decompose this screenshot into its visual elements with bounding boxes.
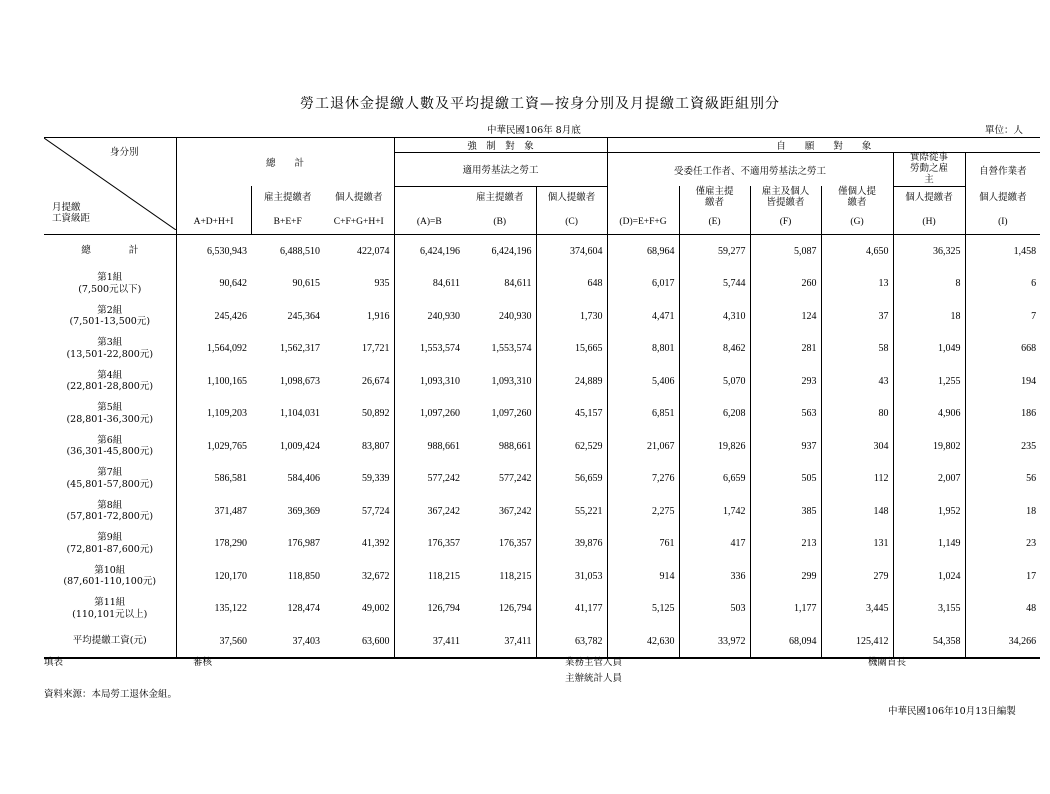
value-cell: 18: [965, 495, 1040, 528]
value-cell: 369,369: [287, 505, 320, 517]
value-cell: 56,659: [536, 462, 607, 495]
header-blank: [394, 186, 464, 210]
table-row: [44, 592, 1040, 625]
value-cell: 37: [821, 300, 893, 333]
value-cell: 15,665: [536, 332, 607, 365]
value-cell: 176,357: [499, 538, 532, 550]
value-cell: 126,794: [499, 603, 532, 615]
header-blank: [607, 186, 679, 210]
header-lsa-workers: 適用勞基法之勞工: [394, 153, 607, 187]
row-label-range: (72,801-87,600元): [66, 543, 154, 555]
value-cell: 125,412: [821, 625, 893, 659]
value-cell: 1,093,310: [394, 365, 464, 398]
value-cell: 148: [821, 495, 893, 528]
row-label-group: 第9組: [97, 532, 123, 544]
value-cell: 2,007: [893, 462, 965, 495]
corner-wage-label: 月提繳 工資級距: [52, 202, 91, 225]
row-label: [44, 462, 176, 495]
value-cell: 367,242: [394, 495, 464, 528]
page-title: 勞工退休金提繳人數及平均提繳工資—按身分別及月提繳工資級距組別分: [300, 96, 780, 112]
value-cell: 1,458: [965, 234, 1040, 267]
header-voluntary: 自 願 對 象: [607, 138, 1040, 153]
value-cell: 1,109,203: [207, 408, 247, 420]
value-cell: 55,221: [536, 495, 607, 528]
header-lsa-personal: 個人提繳者: [536, 186, 607, 210]
code-cell: C+F+G+H+I: [324, 210, 394, 234]
row-label: [44, 560, 176, 593]
value-cell: 304: [821, 430, 893, 463]
row-label-group: 第1組: [97, 272, 123, 284]
value-cell: 131: [821, 527, 893, 560]
value-cell: 1,093,310: [491, 375, 532, 387]
value-cell: 18: [893, 300, 965, 333]
value-cell: 422,074: [357, 245, 390, 257]
code-cell: (E): [679, 210, 750, 234]
row-label: [44, 267, 176, 300]
row-label-group: 第11組: [94, 597, 126, 609]
table-row: [44, 430, 1040, 463]
value-cell: 1,916: [367, 310, 390, 322]
row-label-range: (13,501-22,800元): [66, 348, 154, 360]
value-cell: 1,255: [893, 365, 965, 398]
value-cell: 7: [965, 300, 1040, 333]
value-cell: 914: [607, 560, 679, 593]
value-cell: 245,426: [214, 310, 247, 322]
table-row: [44, 300, 1040, 333]
row-label-range: (87,601-110,100元): [63, 576, 157, 588]
table-row: [44, 495, 1040, 528]
data-table: [44, 137, 1040, 659]
value-cell: 194: [965, 365, 1040, 398]
value-cell: 59,339: [362, 473, 390, 485]
value-cell: 1,742: [679, 495, 750, 528]
value-cell: 68,094: [750, 625, 821, 659]
value-cell: 6,424,196: [491, 245, 532, 257]
value-cell: 240,930: [499, 310, 532, 322]
table-row: [44, 332, 1040, 365]
row-label-group: 第2組: [97, 304, 123, 316]
value-cell: 8,801: [607, 332, 679, 365]
value-cell: 260: [750, 267, 821, 300]
value-cell: 1,553,574: [394, 332, 464, 365]
value-cell: 1,097,260: [491, 408, 532, 420]
value-cell: 63,782: [536, 625, 607, 659]
row-label: [44, 495, 176, 528]
value-cell: 33,972: [679, 625, 750, 659]
value-cell: 1,730: [536, 300, 607, 333]
value-cell: 37,560: [219, 635, 247, 647]
value-cell: 336: [679, 560, 750, 593]
value-cell: 19,802: [893, 430, 965, 463]
value-cell: 503: [679, 592, 750, 625]
table-row: [44, 560, 1040, 593]
value-cell: 112: [821, 462, 893, 495]
value-cell: 178,290: [214, 538, 247, 550]
value-cell: 176,357: [394, 527, 464, 560]
table-row: [44, 267, 1040, 300]
row-label-range: (110,101元以上): [72, 608, 148, 620]
value-cell: 41,177: [536, 592, 607, 625]
value-cell: 988,661: [394, 430, 464, 463]
footer-source: 資料來源：本局勞工退休金組。: [44, 689, 178, 700]
value-cell: 8: [893, 267, 965, 300]
code-cell: (G): [821, 210, 893, 234]
value-cell: 5,087: [750, 234, 821, 267]
value-cell: 1,049: [893, 332, 965, 365]
code-cell: (I): [965, 210, 1040, 234]
value-cell: 23: [965, 527, 1040, 560]
header-self-employed-personal: 個人提繳者: [965, 186, 1040, 210]
period-label: 中華民國106年 8月底: [487, 125, 581, 136]
value-cell: 5,744: [679, 267, 750, 300]
row-label-group: 第5組: [97, 402, 123, 414]
value-cell: 26,674: [362, 375, 390, 387]
value-cell: 1,098,673: [280, 375, 320, 387]
code-cell: B+E+F: [251, 210, 324, 234]
value-cell: 8,462: [679, 332, 750, 365]
row-label-range: (22,801-28,800元): [66, 381, 154, 393]
value-cell: 235: [965, 430, 1040, 463]
row-label: [44, 234, 176, 267]
value-cell: 90,615: [292, 278, 320, 290]
table-row: [44, 397, 1040, 430]
row-label-range: (45,801-57,800元): [66, 478, 154, 490]
value-cell: 6,208: [679, 397, 750, 430]
value-cell: 34,266: [965, 625, 1040, 659]
header-actual-employer: 實際從事勞動之雇主: [893, 153, 965, 187]
value-cell: 299: [750, 560, 821, 593]
value-cell: 17: [965, 560, 1040, 593]
code-cell: (F): [750, 210, 821, 234]
table-row: [44, 527, 1040, 560]
value-cell: 6,488,510: [280, 245, 320, 257]
value-cell: 31,053: [536, 560, 607, 593]
row-label-group: 第3組: [97, 337, 123, 349]
value-cell: 54,358: [893, 625, 965, 659]
value-cell: 90,642: [219, 278, 247, 290]
code-cell: (A)=B: [394, 210, 464, 234]
value-cell: 43: [821, 365, 893, 398]
value-cell: 37,403: [292, 635, 320, 647]
value-cell: 58: [821, 332, 893, 365]
value-cell: 668: [965, 332, 1040, 365]
value-cell: 4,650: [821, 234, 893, 267]
value-cell: 1,562,317: [280, 343, 320, 355]
value-cell: 42,630: [607, 625, 679, 659]
value-cell: 36,325: [893, 234, 965, 267]
value-cell: 1,564,092: [207, 343, 247, 355]
value-cell: 1,009,424: [280, 440, 320, 452]
value-cell: 563: [750, 397, 821, 430]
row-label-group: 第4組: [97, 369, 123, 381]
corner-identity-label: 身分別: [110, 147, 139, 158]
header-total: 總 計: [176, 138, 394, 187]
value-cell: 176,987: [287, 538, 320, 550]
value-cell: 281: [750, 332, 821, 365]
value-cell: 417: [679, 527, 750, 560]
code-cell: A+D+H+I: [176, 210, 251, 234]
value-cell: 4,906: [893, 397, 965, 430]
value-cell: 1,952: [893, 495, 965, 528]
value-cell: 3,155: [893, 592, 965, 625]
value-cell: 1,029,765: [207, 440, 247, 452]
code-cell: (B): [464, 210, 536, 234]
value-cell: 80: [821, 397, 893, 430]
value-cell: 3,445: [821, 592, 893, 625]
value-cell: 59,277: [679, 234, 750, 267]
value-cell: 49,002: [362, 603, 390, 615]
value-cell: 385: [750, 495, 821, 528]
value-cell: 5,406: [607, 365, 679, 398]
unit-label: 單位：人: [985, 125, 1024, 136]
footer-stat-officer: 主辦統計人員: [565, 673, 623, 684]
row-label: [44, 332, 176, 365]
table-row: [44, 365, 1040, 398]
value-cell: 648: [536, 267, 607, 300]
value-cell: 45,157: [536, 397, 607, 430]
value-cell: 6: [965, 267, 1040, 300]
value-cell: 135,122: [214, 603, 247, 615]
value-cell: 19,826: [679, 430, 750, 463]
row-label-group: 第10組: [94, 564, 126, 576]
value-cell: 505: [750, 462, 821, 495]
header-self-employed: 自營作業者: [965, 153, 1040, 187]
header-actual-employer-personal: 個人提繳者: [893, 186, 965, 210]
value-cell: 1,100,165: [207, 375, 247, 387]
row-label-group: 平均提繳工資(元): [72, 635, 147, 647]
header-employer-only: 僅雇主提繳者: [679, 186, 750, 210]
header-lsa-employer: 雇主提繳者: [476, 192, 524, 204]
value-cell: 371,487: [214, 505, 247, 517]
value-cell: 41,392: [362, 538, 390, 550]
row-label: [44, 300, 176, 333]
value-cell: 63,600: [362, 635, 390, 647]
header-personal-only: 僅個人提繳者: [821, 186, 893, 210]
value-cell: 13: [821, 267, 893, 300]
row-label-group: 總 計: [81, 245, 139, 257]
row-label-group: 第6組: [97, 434, 123, 446]
row-label-range: (57,801-72,800元): [66, 511, 154, 523]
value-cell: 293: [750, 365, 821, 398]
value-cell: 374,604: [536, 234, 607, 267]
value-cell: 213: [750, 527, 821, 560]
row-label: [44, 625, 176, 659]
row-label-range: (28,801-36,300元): [66, 413, 154, 425]
header-employer-and-personal: 雇主及個人皆提繳者: [750, 186, 821, 210]
footer-compiled: 中華民國106年10月13日編製: [888, 706, 1016, 717]
value-cell: 50,892: [362, 408, 390, 420]
table-row: [44, 462, 1040, 495]
value-cell: 6,424,196: [394, 234, 464, 267]
value-cell: 48: [965, 592, 1040, 625]
footer-supervisor: 業務主管人員: [565, 657, 623, 668]
value-cell: 17,721: [362, 343, 390, 355]
value-cell: 577,242: [499, 473, 532, 485]
value-cell: 84,611: [394, 267, 464, 300]
value-cell: 988,661: [499, 440, 532, 452]
value-cell: 245,364: [287, 310, 320, 322]
value-cell: 2,275: [607, 495, 679, 528]
value-cell: 37,411: [504, 635, 532, 647]
value-cell: 39,876: [536, 527, 607, 560]
value-cell: 1,024: [893, 560, 965, 593]
value-cell: 937: [750, 430, 821, 463]
row-label-range: (36,301-45,800元): [66, 446, 154, 458]
value-cell: 68,964: [607, 234, 679, 267]
value-cell: 118,850: [287, 570, 320, 582]
value-cell: 118,215: [499, 570, 532, 582]
header-total-personal: 個人提繳者: [335, 191, 383, 203]
value-cell: 935: [374, 278, 390, 290]
row-label: [44, 592, 176, 625]
value-cell: 186: [965, 397, 1040, 430]
value-cell: 6,017: [607, 267, 679, 300]
code-cell: (C): [536, 210, 607, 234]
header-total-employer: 雇主提繳者: [251, 186, 324, 210]
value-cell: 5,070: [679, 365, 750, 398]
row-label: [44, 527, 176, 560]
row-label-group: 第7組: [97, 467, 123, 479]
value-cell: 120,170: [214, 570, 247, 582]
value-cell: 62,529: [536, 430, 607, 463]
value-cell: 126,794: [394, 592, 464, 625]
value-cell: 1,177: [750, 592, 821, 625]
value-cell: 6,851: [607, 397, 679, 430]
value-cell: 1,149: [893, 527, 965, 560]
row-label-range: (7,501-13,500元): [69, 316, 151, 328]
value-cell: 84,611: [504, 278, 532, 290]
value-cell: 584,406: [287, 473, 320, 485]
value-cell: 1,553,574: [491, 343, 532, 355]
value-cell: 24,889: [536, 365, 607, 398]
row-label-range: (7,500元以下): [78, 283, 142, 295]
code-cell: (D)=E+F+G: [607, 210, 679, 234]
value-cell: 118,215: [394, 560, 464, 593]
row-label: [44, 430, 176, 463]
value-cell: 83,807: [362, 440, 390, 452]
value-cell: 1,097,260: [394, 397, 464, 430]
header-mandatory: 強 制 對 象: [394, 138, 607, 153]
value-cell: 56: [965, 462, 1040, 495]
table-row: [44, 234, 1040, 267]
row-label: [44, 365, 176, 398]
row-label-group: 第8組: [97, 499, 123, 511]
value-cell: 586,581: [214, 473, 247, 485]
footer-head: 機關首長: [868, 657, 907, 668]
value-cell: 21,067: [607, 430, 679, 463]
value-cell: 4,471: [607, 300, 679, 333]
footer-filler: 填表: [44, 657, 64, 668]
value-cell: 57,724: [362, 505, 390, 517]
code-cell: (H): [893, 210, 965, 234]
footer-reviewer: 審核: [193, 657, 213, 668]
value-cell: 577,242: [394, 462, 464, 495]
value-cell: 4,310: [679, 300, 750, 333]
value-cell: 240,930: [394, 300, 464, 333]
value-cell: 37,411: [394, 625, 464, 659]
value-cell: 128,474: [287, 603, 320, 615]
value-cell: 279: [821, 560, 893, 593]
value-cell: 1,104,031: [280, 408, 320, 420]
value-cell: 6,530,943: [207, 245, 247, 257]
header-delegated: 受委任工作者、不適用勞基法之勞工: [607, 153, 893, 187]
header-blank: [176, 186, 251, 210]
value-cell: 32,672: [362, 570, 390, 582]
table-corner: [44, 138, 176, 235]
value-cell: 367,242: [499, 505, 532, 517]
value-cell: 5,125: [607, 592, 679, 625]
value-cell: 7,276: [607, 462, 679, 495]
value-cell: 6,659: [679, 462, 750, 495]
value-cell: 124: [750, 300, 821, 333]
value-cell: 761: [607, 527, 679, 560]
row-label: [44, 397, 176, 430]
